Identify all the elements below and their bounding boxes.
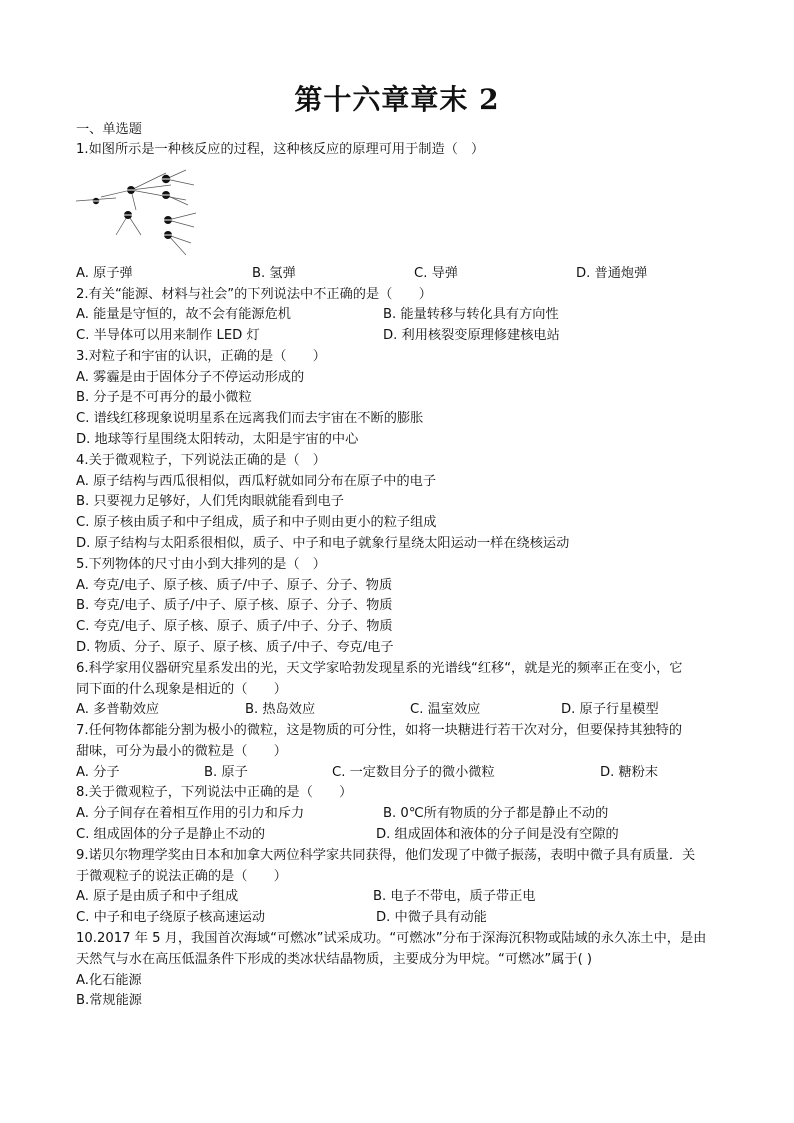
q10-option-b[interactable]: B.常规能源 <box>76 993 142 1008</box>
q7-option-b[interactable]: B. 原子 <box>204 765 248 780</box>
q5-option-d[interactable]: D. 物质、分子、原子、原子核、质子/中子、夸克/电子 <box>76 640 394 655</box>
q8-option-c[interactable]: C. 组成固体的分子是静止不动的 <box>76 827 266 842</box>
question-3-stem: 3.对粒子和宇宙的认识，正确的是（ ） <box>76 349 326 364</box>
q7-option-c[interactable]: C. 一定数目分子的微小微粒 <box>332 765 495 780</box>
q1-option-a[interactable]: A. 原子弹 <box>76 266 133 281</box>
q3-option-b[interactable]: B. 分子是不可再分的最小微粒 <box>76 390 252 405</box>
nuclear-reaction-figure <box>76 165 206 257</box>
q2-option-d[interactable]: D. 利用核裂变原理修建核电站 <box>383 328 560 343</box>
question-9-stem: 9.诺贝尔物理学奖由日本和加拿大两位科学家共同获得，他们发现了中微子振荡，表明中微子具有质量．关 <box>76 848 696 863</box>
question-7-stem-cont: 甜味，可分为最小的微粒是（ ） <box>76 744 287 759</box>
q1-option-d[interactable]: D. 普通炮弹 <box>576 266 648 281</box>
question-10-stem-cont: 天然气与水在高压低温条件下形成的类冰状结晶物质，主要成分为甲烷。“可燃冰”属于( ) <box>76 952 593 967</box>
question-4-stem: 4.关于微观粒子，下列说法正确的是（ ） <box>76 453 326 468</box>
question-2-stem: 2.有关“能源、材料与社会”的下列说法中不正确的是（ ） <box>76 287 432 302</box>
q8-option-d[interactable]: D. 组成固体和液体的分子间是没有空隙的 <box>376 827 619 842</box>
question-6-stem-cont: 同下面的什么现象是相近的（ ） <box>76 682 287 697</box>
q9-option-a[interactable]: A. 原子是由质子和中子组成 <box>76 889 239 904</box>
q7-option-d[interactable]: D. 糖粉末 <box>600 765 659 780</box>
q2-option-b[interactable]: B. 能量转移与转化具有方向性 <box>383 307 559 322</box>
q3-option-c[interactable]: C. 谱线红移现象说明星系在远离我们而去宇宙在不断的膨胀 <box>76 411 424 426</box>
q2-option-a[interactable]: A. 能量是守恒的，故不会有能源危机 <box>76 307 291 322</box>
q4-option-a[interactable]: A. 原子结构与西瓜很相似，西瓜籽就如同分布在原子中的电子 <box>76 474 437 489</box>
q9-option-c[interactable]: C. 中子和电子绕原子核高速运动 <box>76 910 266 925</box>
q3-option-a[interactable]: A. 雾霾是由于固体分子不停运动形成的 <box>76 370 305 385</box>
q1-option-b[interactable]: B. 氢弹 <box>252 266 296 281</box>
question-7-stem: 7.任何物体都能分割为极小的微粒，这是物质的可分性，如将一块糖进行若干次对分，但要保持其独特的 <box>76 723 683 738</box>
q5-option-b[interactable]: B. 夸克/电子、质子/中子、原子核、原子、分子、物质 <box>76 598 393 613</box>
q5-option-c[interactable]: C. 夸克/电子、原子核、原子、质子/中子、分子、物质 <box>76 619 393 634</box>
q6-option-b[interactable]: B. 热岛效应 <box>245 702 316 717</box>
q1-option-c[interactable]: C. 导弹 <box>414 266 458 281</box>
q6-option-d[interactable]: D. 原子行星模型 <box>561 702 659 717</box>
q10-option-a[interactable]: A.化石能源 <box>76 973 142 988</box>
q2-option-c[interactable]: C. 半导体可以用来制作 LED 灯 <box>76 328 260 343</box>
q8-option-b[interactable]: B. 0℃所有物质的分子都是静止不动的 <box>383 806 609 821</box>
q5-option-a[interactable]: A. 夸克/电子、原子核、质子/中子、原子、分子、物质 <box>76 578 393 593</box>
page-title: 第十六章章末 2 <box>294 83 500 116</box>
q4-option-c[interactable]: C. 原子核由质子和中子组成，质子和中子则由更小的粒子组成 <box>76 515 437 530</box>
question-5-stem: 5.下列物体的尺寸由小到大排列的是（ ） <box>76 557 326 572</box>
q9-option-d[interactable]: D. 中微子具有动能 <box>376 910 487 925</box>
q6-option-a[interactable]: A. 多普勒效应 <box>76 702 160 717</box>
section-heading: 一、单选题 <box>76 122 142 137</box>
q4-option-d[interactable]: D. 原子结构与太阳系很相似，质子、中子和电子就象行星绕太阳运动一样在绕核运动 <box>76 536 570 551</box>
question-10-stem: 10.2017 年 5 月，我国首次海域“可燃冰”试采成功。“可燃冰”分布于深海沉积物或陆域的永久冻土中，是由 <box>76 931 707 946</box>
q8-option-a[interactable]: A. 分子间存在着相互作用的引力和斥力 <box>76 806 305 821</box>
q4-option-b[interactable]: B. 只要视力足够好，人们凭肉眼就能看到电子 <box>76 494 344 509</box>
q7-option-a[interactable]: A. 分子 <box>76 765 120 780</box>
question-9-stem-cont: 于微观粒子的说法正确的是（ ） <box>76 869 287 884</box>
question-8-stem: 8.关于微观粒子，下列说法中正确的是（ ） <box>76 785 353 800</box>
q9-option-b[interactable]: B. 电子不带电，质子带正电 <box>373 889 536 904</box>
q6-option-c[interactable]: C. 温室效应 <box>410 702 481 717</box>
q3-option-d[interactable]: D. 地球等行星围绕太阳转动，太阳是宇宙的中心 <box>76 432 359 447</box>
question-6-stem: 6.科学家用仪器研究星系发出的光，天文学家哈勃发现星系的光谱线“红移“，就是光的频率正在变小，它 <box>76 661 683 676</box>
question-1-stem: 1.如图所示是一种核反应的过程，这种核反应的原理可用于制造（ ） <box>76 142 485 157</box>
